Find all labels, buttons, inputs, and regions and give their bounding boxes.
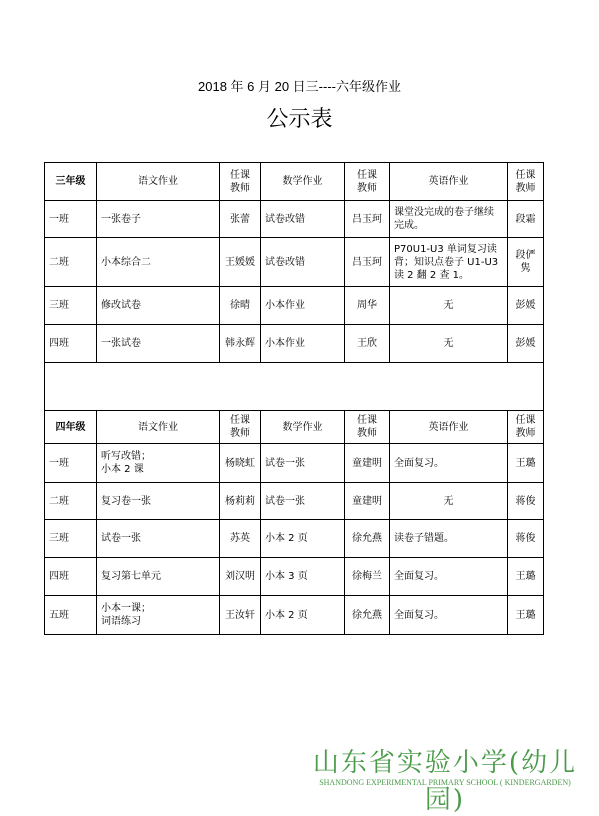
class-name: 一班 (45, 201, 97, 238)
chinese-teacher: 徐晴 (220, 287, 261, 325)
table-row (45, 558, 544, 596)
col-english-homework: 英语作业 (390, 411, 508, 444)
english-homework: 无 (390, 483, 508, 520)
math-homework: 试卷一张 (261, 483, 345, 520)
spacer-row (45, 363, 544, 411)
chinese-teacher: 韩永辉 (220, 325, 261, 363)
math-homework: 试卷一张 (261, 444, 345, 483)
english-homework: 读卷子错题。 (390, 520, 508, 558)
chinese-homework: 一张卷子 (97, 201, 220, 238)
chinese-teacher: 苏英 (220, 520, 261, 558)
table-row (45, 201, 544, 238)
chinese-teacher: 刘汉明 (220, 558, 261, 596)
math-homework: 小本 3 页 (261, 558, 345, 596)
english-homework: P70U1-U3 单词复习读背；知识点卷子 U1-U3 读 2 翻 2 查 1。 (390, 238, 508, 287)
english-teacher: 彭媛 (508, 287, 544, 325)
chinese-teacher: 王汝轩 (220, 596, 261, 635)
english-homework: 全面复习。 (390, 596, 508, 635)
english-teacher: 段霜 (508, 201, 544, 238)
english-homework: 全面复习。 (390, 558, 508, 596)
table-row (45, 483, 544, 520)
english-homework: 课堂没完成的卷子继续完成。 (390, 201, 508, 238)
col-chinese-homework: 语文作业 (97, 411, 220, 444)
grade3-header-row (45, 163, 544, 201)
grade3-label: 三年级 (45, 163, 97, 201)
math-homework: 小本作业 (261, 325, 345, 363)
math-teacher: 徐允燕 (345, 596, 390, 635)
english-teacher: 王璐 (508, 444, 544, 483)
col-teacher: 任课 教师 (508, 411, 544, 444)
english-teacher: 段俨隽 (508, 238, 544, 287)
table-row (45, 444, 544, 483)
class-name: 二班 (45, 483, 97, 520)
chinese-homework: 听写改错； 小本 2 课 (97, 444, 220, 483)
chinese-homework: 复习卷一张 (97, 483, 220, 520)
class-name: 四班 (45, 325, 97, 363)
chinese-teacher: 张蕾 (220, 201, 261, 238)
col-math-homework: 数学作业 (261, 163, 345, 201)
english-teacher: 蒋俊 (508, 483, 544, 520)
class-name: 五班 (45, 596, 97, 635)
chinese-homework: 修改试卷 (97, 287, 220, 325)
english-teacher: 王璐 (508, 558, 544, 596)
english-homework: 全面复习。 (390, 444, 508, 483)
math-homework: 小本 2 页 (261, 596, 345, 635)
class-name: 三班 (45, 287, 97, 325)
math-homework: 小本 2 页 (261, 520, 345, 558)
math-homework: 试卷改错 (261, 201, 345, 238)
col-teacher: 任课 教师 (508, 163, 544, 201)
english-teacher: 彭媛 (508, 325, 544, 363)
table-row (45, 287, 544, 325)
english-homework: 无 (390, 287, 508, 325)
col-math-homework: 数学作业 (261, 411, 345, 444)
math-homework: 试卷改错 (261, 238, 345, 287)
chinese-teacher: 杨莉莉 (220, 483, 261, 520)
class-name: 一班 (45, 444, 97, 483)
math-homework: 小本作业 (261, 287, 345, 325)
homework-table (44, 162, 544, 635)
school-logo-text: 山东省实验小学(幼儿园) (312, 748, 578, 815)
class-name: 四班 (45, 558, 97, 596)
col-teacher: 任课 教师 (220, 411, 261, 444)
chinese-teacher: 杨晓虹 (220, 444, 261, 483)
col-teacher: 任课 教师 (345, 163, 390, 201)
math-teacher: 徐梅兰 (345, 558, 390, 596)
math-teacher: 童建明 (345, 483, 390, 520)
chinese-homework: 小本一课； 词语练习 (97, 596, 220, 635)
chinese-homework: 试卷一张 (97, 520, 220, 558)
english-teacher: 蒋俊 (508, 520, 544, 558)
chinese-homework: 一张试卷 (97, 325, 220, 363)
class-name: 三班 (45, 520, 97, 558)
chinese-homework: 复习第七单元 (97, 558, 220, 596)
chinese-homework: 小本综合二 (97, 238, 220, 287)
math-teacher: 童建明 (345, 444, 390, 483)
table-row (45, 325, 544, 363)
english-teacher: 王璐 (508, 596, 544, 635)
col-teacher: 任课 教师 (220, 163, 261, 201)
date-line: 2018 年 6 月 20 日三----六年级作业 (198, 79, 401, 94)
table-row (45, 520, 544, 558)
math-teacher: 吕玉珂 (345, 201, 390, 238)
col-teacher: 任课 教师 (345, 411, 390, 444)
col-chinese-homework: 语文作业 (97, 163, 220, 201)
math-teacher: 徐允燕 (345, 520, 390, 558)
math-teacher: 周华 (345, 287, 390, 325)
school-english-name: SHANDONG EXPERIMENTAL PRIMARY SCHOOL ( KINDERGARDEN) (319, 778, 571, 787)
class-name: 二班 (45, 238, 97, 287)
grade4-header-row (45, 411, 544, 444)
grade4-label: 四年级 (45, 411, 97, 444)
math-teacher: 吕玉珂 (345, 238, 390, 287)
math-teacher: 王欣 (345, 325, 390, 363)
table-row (45, 238, 544, 287)
chinese-teacher: 王媛媛 (220, 238, 261, 287)
page-title: 公示表 (266, 107, 333, 132)
col-english-homework: 英语作业 (390, 163, 508, 201)
english-homework: 无 (390, 325, 508, 363)
table-row (45, 596, 544, 635)
blank-separator (45, 363, 544, 411)
